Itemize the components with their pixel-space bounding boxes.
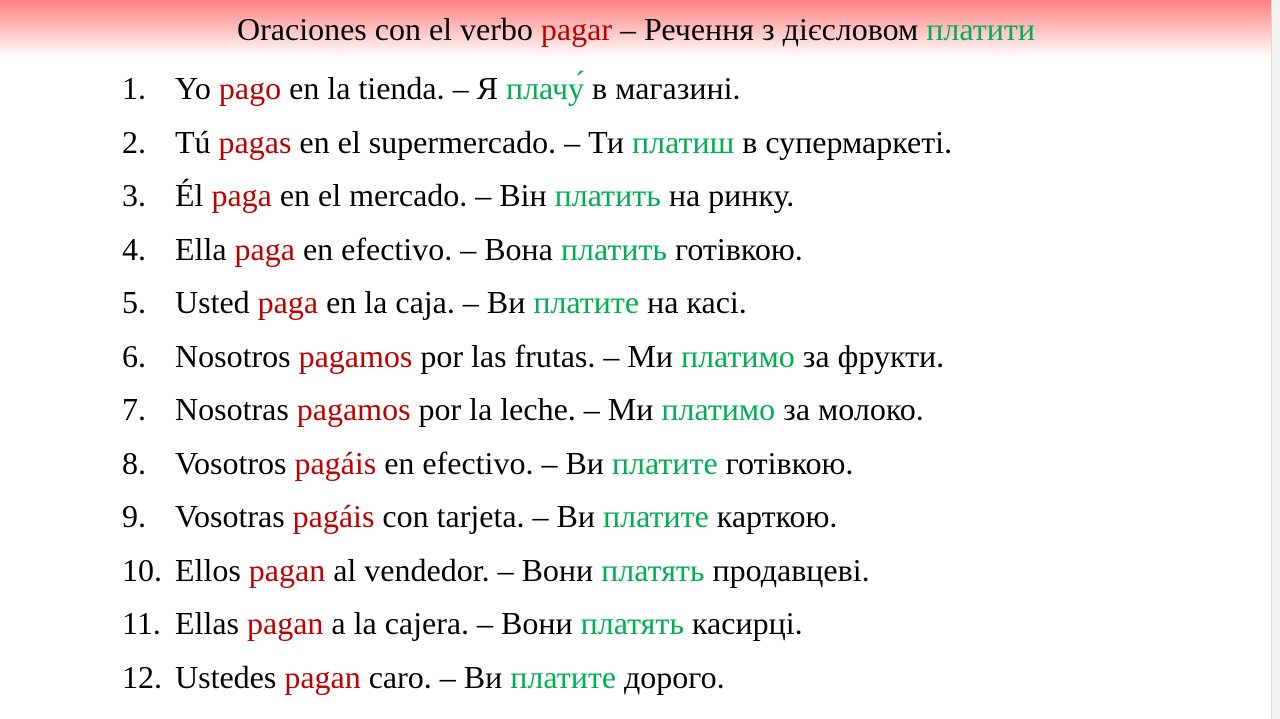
item-uk-rest: на касі. [639, 284, 747, 320]
sentence-list [122, 62, 952, 704]
item-uk-rest: продавцеві. [704, 551, 870, 588]
item-subject: Ustedes [175, 658, 285, 695]
item-rest: al vendedor. – Вони [325, 551, 602, 588]
item-es-verb: pagan [246, 605, 324, 641]
item-uk-rest: в супермаркеті. [734, 123, 953, 160]
item-rest: en la caja. – Ви [318, 284, 534, 320]
item-number: 8. [122, 444, 146, 481]
item-number: 5. [122, 284, 146, 320]
item-subject: Ella [175, 230, 235, 267]
item-subject: Ellos [175, 551, 249, 588]
list-item [122, 62, 952, 116]
item-es-verb: pagáis [292, 498, 375, 534]
item-es-verb: pago [218, 70, 282, 106]
window-edge-strip [1271, 0, 1280, 719]
item-uk-rest: готівкою. [717, 444, 854, 481]
item-subject: Vosotras [175, 498, 293, 534]
item-subject: Nosotras [175, 391, 297, 427]
list-item [122, 383, 952, 437]
list-item [122, 597, 952, 651]
item-subject: Nosotros [175, 337, 299, 374]
item-es-verb: pagáis [294, 444, 377, 481]
list-item [122, 169, 952, 223]
item-uk-rest: касирці. [683, 605, 803, 641]
list-item [122, 651, 952, 705]
item-rest: con tarjeta. – Ви [374, 498, 603, 534]
item-number: 7. [122, 391, 146, 427]
item-uk-verb: платимо [680, 337, 795, 374]
item-uk-rest: на ринку. [660, 177, 795, 213]
item-rest: en efectivo. – Вона [294, 230, 561, 267]
item-rest: a la cajera. – Вони [323, 605, 581, 641]
item-es-verb: paga [211, 177, 272, 213]
item-uk-verb: плачу́ [505, 70, 585, 106]
list-item [122, 223, 952, 277]
item-rest: en el supermercado. – Ти [291, 123, 633, 160]
item-number: 9. [122, 498, 146, 534]
item-uk-rest: в магазині. [584, 70, 741, 106]
item-number: 12. [122, 658, 162, 695]
item-rest: por las frutas. – Ми [412, 337, 681, 374]
item-uk-rest: карткою. [708, 498, 838, 534]
item-rest: por la leche. – Ми [410, 391, 662, 427]
item-uk-verb: платимо [661, 391, 776, 427]
item-number: 1. [122, 70, 146, 106]
item-uk-rest: дорого. [616, 658, 725, 695]
item-number: 6. [122, 337, 146, 374]
item-es-verb: pagamos [298, 337, 413, 374]
item-uk-verb: платить [560, 230, 668, 267]
item-number: 11. [122, 605, 161, 641]
item-uk-verb: платить [554, 177, 661, 213]
item-subject: Yo [175, 70, 219, 106]
list-item [122, 544, 952, 598]
item-uk-rest: за молоко. [775, 391, 924, 427]
item-subject: Él [175, 177, 212, 213]
item-rest: en la tienda. – Я [281, 70, 506, 106]
item-es-verb: paga [257, 284, 319, 320]
item-uk-verb: платите [533, 284, 640, 320]
item-uk-verb: платять [580, 605, 684, 641]
item-es-verb: pagan [284, 658, 361, 695]
item-subject: Usted [175, 284, 258, 320]
item-uk-rest: за фрукти. [794, 337, 945, 374]
title-separator: – Речення з дієсловом [611, 11, 927, 47]
item-uk-verb: платите [510, 658, 617, 695]
item-es-verb: pagas [218, 123, 292, 160]
item-uk-verb: платиш [632, 123, 735, 160]
title-uk-verb: платити [926, 11, 1035, 47]
item-uk-verb: платите [611, 444, 718, 481]
list-item [122, 437, 952, 491]
list-item [122, 116, 952, 170]
item-number: 2. [122, 123, 146, 160]
list-item [122, 276, 952, 330]
item-number: 3. [122, 177, 146, 213]
item-uk-verb: платять [601, 551, 705, 588]
list-item [122, 490, 952, 544]
item-uk-verb: платите [603, 498, 709, 534]
item-rest: en efectivo. – Ви [376, 444, 612, 481]
item-rest: caro. – Ви [360, 658, 511, 695]
item-subject: Vosotros [175, 444, 295, 481]
item-es-verb: pagamos [296, 391, 411, 427]
item-subject: Ellas [175, 605, 247, 641]
item-uk-rest: готівкою. [667, 230, 803, 267]
item-subject: Tú [175, 123, 219, 160]
slide-title [0, 0, 1272, 58]
item-es-verb: pagan [248, 551, 326, 588]
title-es-prefix: Oraciones con el verbo [237, 11, 541, 47]
item-es-verb: paga [234, 230, 295, 267]
item-number: 4. [122, 230, 146, 267]
item-rest: en el mercado. – Він [271, 177, 555, 213]
title-es-verb: pagar [540, 11, 612, 47]
item-number: 10. [122, 551, 162, 588]
list-item [122, 330, 952, 384]
